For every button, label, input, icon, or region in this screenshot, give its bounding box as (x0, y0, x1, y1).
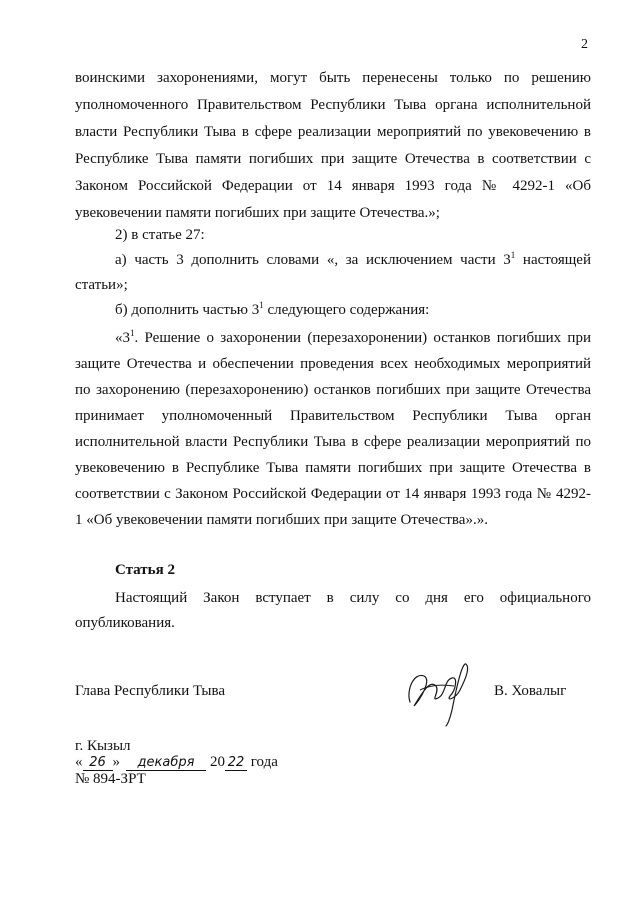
registration-number: № 894-ЗРТ (75, 771, 146, 787)
superscript: 1 (259, 300, 264, 310)
signatory-position: Глава Республики Тыва (75, 683, 226, 699)
item-2-text: 2) в статье 27: (115, 227, 205, 243)
superscript: 1 (510, 250, 516, 260)
paragraph-line: Республике Тыва памяти погибших при защите Отечества в соответствии с (75, 151, 591, 167)
quote-line: защите Отечества и обеспечении проведения всех необходимых мероприятий (75, 356, 591, 372)
handwritten-year: 22 (225, 756, 247, 771)
paragraph-line: увековечении памяти погибших при защите Отечества.»; (75, 205, 440, 221)
quote-line: принимает уполномоченный Правительством Республики Тыва орган (75, 408, 591, 424)
item-a-line: статьи»; (75, 277, 128, 293)
paragraph-line: Законом Российской Федерации от 14 января 1993 года № 4292-1 «Об (75, 178, 591, 194)
article-2-line: Настоящий Закон вступает в силу со дня его официального (115, 590, 591, 606)
superscript: 1 (130, 328, 135, 338)
paragraph-line: власти Республики Тыва в сфере реализации мероприятий по увековечению в (75, 124, 591, 140)
paragraph-line: воинскими захоронениями, могут быть перенесены только по решению (75, 70, 591, 86)
item-b-text: б) дополнить частью $3^1$ следующего содержания: (115, 300, 430, 318)
page-number: 2 (581, 37, 588, 52)
place-of-signing: г. Кызыл (75, 738, 131, 754)
quote-line: «$3^1$. Решение о захоронении (перезахоронении) останков погибших при (115, 328, 591, 346)
handwritten-signature (400, 650, 480, 730)
quote-line: увековечению в Республике Тыва памяти погибших при защите Отечества в (75, 460, 591, 476)
quote-line: по захоронению (перезахоронению) останков погибших при защите Отечества (75, 382, 591, 398)
signing-date: « 26 » декабря 20 22 года (75, 754, 278, 770)
item-a-line: а) часть 3 дополнить словами «, за исключением части $3^1$ настоящей (115, 250, 591, 268)
quote-line: исполнительной власти Республики Тыва в сфере реализации мероприятий по (75, 434, 591, 450)
article-2-heading: Статья 2 (115, 562, 175, 578)
quote-line: 1 «Об увековечении памяти погибших при защите Отечества».». (75, 512, 488, 528)
signatory-name: В. Ховалыг (494, 683, 567, 699)
paragraph-line: уполномоченного Правительством Республики Тыва органа исполнительной (75, 97, 591, 113)
article-2-line: опубликования. (75, 615, 175, 631)
handwritten-day: 26 (83, 756, 113, 771)
handwritten-month: декабря (126, 756, 206, 771)
quote-line: соответствии с Законом Российской Федерации от 14 января 1993 года № 4292- (75, 486, 591, 502)
